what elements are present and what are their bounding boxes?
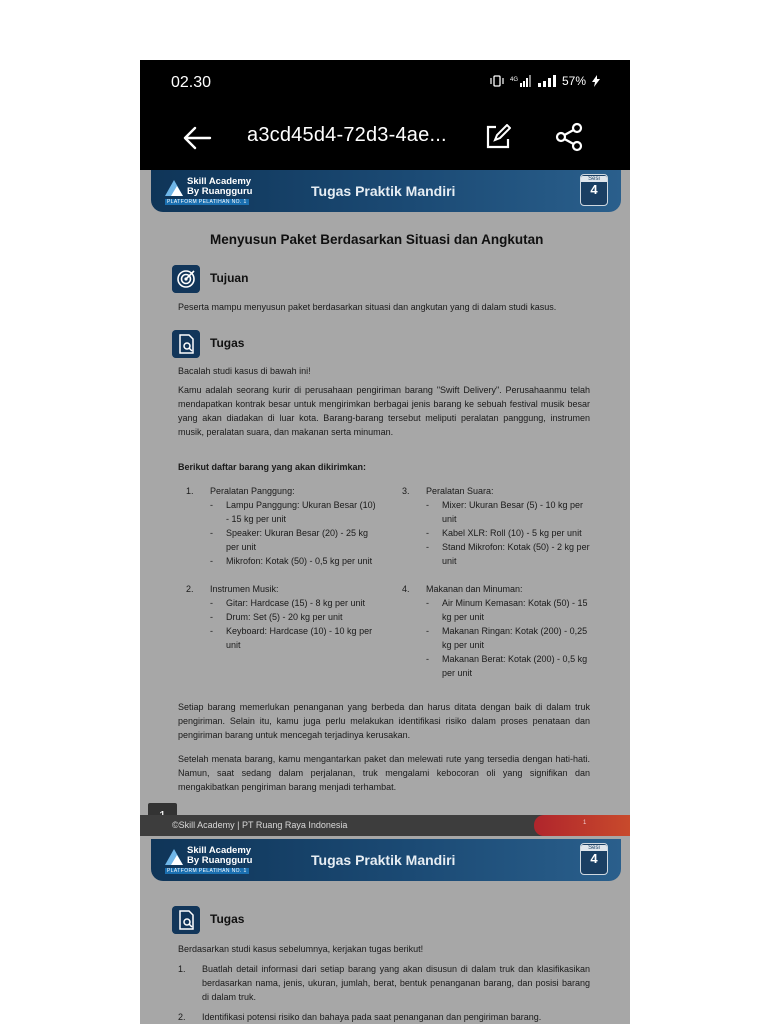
target-icon — [172, 265, 200, 293]
list-heading: Berikut daftar barang yang akan dikirimkan: — [178, 462, 367, 472]
document-search-icon — [172, 906, 200, 934]
charging-icon — [592, 75, 600, 87]
battery-percent: 57% — [561, 74, 586, 88]
task-list — [178, 962, 590, 1024]
vibrate-icon — [490, 75, 504, 87]
skill-academy-logo — [165, 176, 260, 206]
list-item: 4. Makanan dan Minuman: - Air Minum Kemasan: Kotak (50) - 15 kg per unit - Makanan Ringan: Kotak (200) - 0,25 kg per unit - Makanan Berat: Kotak (200) - 0,5 kg per unit — [402, 584, 588, 678]
sesi-number: 4 — [590, 182, 598, 197]
list-item: 1. Buatlah detail informasi dari setiap barang yang akan disusun di dalam truk dan klasifikasikan berdasarkan nama, jenis, ukuran, jumlah, berat, bentuk penanganan barang, dan posisi barang di dalam truk. — [178, 964, 590, 1002]
page-banner — [151, 170, 621, 212]
item-list-right — [402, 484, 597, 680]
document-search-icon — [172, 330, 200, 358]
sesi-badge — [580, 843, 608, 875]
intro-text: Bacalah studi kasus di bawah ini! — [178, 366, 311, 376]
app-bar — [140, 106, 630, 170]
paragraph-handling: Setiap barang memerlukan penanganan yang berbeda dan harus ditata dengan baik di dalam truk pengiriman. Selain itu, kamu juga perlu melakukan identifikasi risiko dalam proses penataan dan pengiriman barang untuk mencegah terjadinya kerusakan. — [178, 702, 590, 740]
brand-sub: By Ruangguru — [187, 855, 253, 866]
logo-mark-icon — [165, 180, 185, 196]
share-icon[interactable] — [554, 122, 584, 152]
status-time: 02.30 — [171, 74, 212, 91]
list-item: 2. Instrumen Musik: - Gitar: Hardcase (15) - 8 kg per unit - Drum: Set (5) - 20 kg per unit - Keyboard: Hardcase (10) - 10 kg per unit — [186, 584, 373, 650]
document-page-2 — [140, 836, 630, 1024]
brand-tag: PLATFORM PELATIHAN NO. 1 — [167, 868, 247, 874]
section-label: Tugas — [210, 336, 245, 350]
svg-text:4G: 4G — [509, 77, 518, 83]
list-item: 3. Peralatan Suara: - Mixer: Ukuran Besar (5) - 10 kg per unit - Kabel XLR: Roll (10) - 5 kg per unit - Stand Mikrofon: Kotak (50) - 2 kg per unit — [402, 486, 590, 566]
edit-icon[interactable] — [485, 124, 511, 150]
page-banner — [151, 839, 621, 881]
list-item: 2. Identifikasi potensi risiko dan bahaya pada saat penanganan dan pengiriman barang. — [178, 1012, 542, 1022]
back-arrow-icon[interactable] — [182, 124, 212, 152]
brand-name: Skill Academy — [187, 176, 252, 187]
signal-icon — [538, 75, 556, 87]
banner-title: Tugas Praktik Mandiri — [311, 852, 456, 868]
brand-sub: By Ruangguru — [187, 186, 253, 197]
page-heading: Menyusun Paket Berdasarkan Situasi dan Angkutan — [210, 232, 544, 247]
document-title: a3cd45d4-72d3-4ae... — [247, 124, 447, 146]
footer-page-number: 1 — [583, 820, 587, 826]
document-page-1 — [140, 170, 630, 815]
tujuan-text: Peserta mampu menyusun paket berdasarkan situasi dan angkutan yang di dalam studi kasus. — [178, 302, 557, 312]
phone-screen — [140, 60, 630, 1024]
skill-academy-logo — [165, 845, 260, 875]
item-list-left — [186, 484, 381, 652]
paragraph-delivery: Setelah menata barang, kamu mengantarkan paket dan melewati rute yang tersedia dengan hati-hati. Namun, saat sedang dalam perjalanan, truk mengalami kebocoran oli yang signifikan dan mengakibatkan pengiriman barang menjadi terhambat. — [178, 754, 590, 792]
signal-4g-icon — [510, 75, 532, 87]
brand-tag: PLATFORM PELATIHAN NO. 1 — [167, 199, 247, 205]
status-bar — [140, 60, 630, 106]
list-item: 1. Peralatan Panggung: - Lampu Panggung: Ukuran Besar (10) - 15 kg per unit - Speaker: Ukuran Besar (20) - 25 kg per unit - Mikrofon: Kotak (50) - 0,5 kg per unit — [186, 486, 376, 566]
sesi-label: Sesi — [581, 176, 607, 182]
logo-mark-icon — [165, 849, 185, 865]
section-label: Tugas — [210, 912, 245, 926]
banner-title: Tugas Praktik Mandiri — [311, 183, 456, 199]
sesi-number: 4 — [590, 851, 598, 866]
tasks-intro: Berdasarkan studi kasus sebelumnya, kerjakan tugas berikut! — [178, 944, 424, 954]
footer-text: ©Skill Academy | PT Ruang Raya Indonesia — [172, 820, 348, 830]
page-footer — [140, 815, 630, 836]
section-label: Tujuan — [210, 271, 249, 285]
status-icons — [490, 74, 600, 88]
sesi-label: Sesi — [581, 845, 607, 851]
case-study-text: Kamu adalah seorang kurir di perusahaan pengiriman barang "Swift Delivery". Perusahaanmu telah mendapatkan kontrak besar untuk mengirimkan berbagai jenis barang ke sebuah festival musik besar yang akan diadakan di luar kota. Barang-barang tersebut meliputi peralatan panggung, instrumen musik, peralatan suara, dan makanan serta minuman. — [178, 385, 590, 437]
sesi-badge — [580, 174, 608, 206]
brand-name: Skill Academy — [187, 845, 252, 856]
